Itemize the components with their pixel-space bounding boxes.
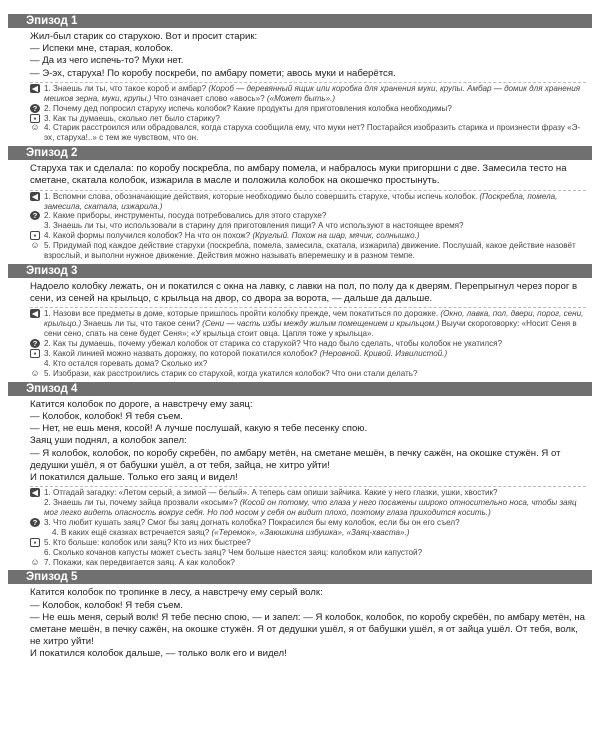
story-text	[30, 281, 586, 305]
story-paragraph: Старуха так и сделала: по коробу поскребла, по амбару помела, и набралось муки пригоршни с две. Замесила тесто на сметане, скатала колобок, изжарила в масле и положила колобок на окошечко простынуть.	[30, 163, 567, 187]
story-paragraph: И покатился колобок дальше, — только волк его и видел!	[30, 648, 287, 660]
story-paragraph: Надоело колобку лежать, он и покатился с окна на лавку, с лавки на пол, по полу да к дверям. Перепрыгнул через порог в сени, из сеней на крыльцо, с крыльца на двор, со двора за ворота, — дальше да дальше.	[30, 281, 578, 305]
task-text: («Теремок», «Заюшкина избушка», «Заяц-хваста».)	[211, 527, 410, 537]
task-smile-icon: ☺	[30, 367, 40, 378]
task-text: 2. Почему дед попросил старуху испечь колобок? Какие продукты для приготовления колобка необходимы?	[44, 103, 452, 113]
story-paragraph: И покатился дальше. Только его заяц и видел!	[30, 471, 238, 483]
task-question-icon: ?	[30, 339, 40, 348]
task-item	[30, 241, 586, 261]
task-speaker-icon: ◀	[30, 84, 40, 93]
task-item	[30, 498, 586, 518]
task-text: 6. Сколько кочанов капусты может съесть заяц? Чем больше наестся заяц: колобком или капустой?	[44, 547, 423, 557]
task-smile-icon: ☺	[30, 556, 40, 567]
task-text: 5. Придумай под каждое действие старухи (поскребла, помела, замесила, скатала, изжарила) движение. Послушай, какое действие назовёт взрослый, и выполни нужное движение. Действия можно называть вперемешку и в разном темпе.	[44, 241, 576, 261]
page	[8, 0, 592, 661]
task-text: Что означает слово «авось»?	[153, 93, 267, 103]
task-blank-icon	[30, 359, 40, 368]
task-text: 4. Старик расстроился или обрадовался, когда старуха сообщила ему, что муки нет? Постарайся изобразить старика и произнести фразу «Э-эх, старуха!..» с тем же чувством, что он.	[44, 123, 581, 143]
episode-heading: Эпизод 2	[8, 146, 592, 160]
task-text: 5. Кто больше: колобок или заяц? Кто из них быстрее?	[44, 537, 251, 547]
story-paragraph: Заяц уши поднял, а колобок запел:	[30, 435, 187, 447]
task-blank-icon	[30, 221, 40, 230]
story-text	[30, 31, 586, 80]
task-question-icon: ?	[30, 211, 40, 220]
task-text: (Поскребла, помела, замесила, скатала, изжарила.)	[44, 191, 558, 211]
task-item	[30, 548, 586, 558]
story-paragraph: — Э-эх, старуха! По коробу поскреби, по амбару помети; авось муки и наберётся.	[30, 67, 396, 79]
task-text: 1. Вспомни слова, обозначающие действия, которые необходимо было совершить старухе, чтобы испечь колобок.	[44, 191, 480, 201]
task-text: (Неровной. Кривой. Извилистой.)	[319, 349, 448, 359]
episode-heading: Эпизод 4	[8, 382, 592, 396]
episode-heading: Эпизод 3	[8, 264, 592, 278]
task-text: (Окно, лавка, пол, двери, порог, сени, крыльцо.)	[44, 309, 584, 329]
task-text: 5. Изобрази, как расстроились старик со старухой, когда укатился колобок? Что они стали делать?	[44, 368, 418, 378]
task-item	[30, 538, 586, 548]
task-item	[30, 192, 586, 212]
task-text: 3. Что любит кушать заяц? Смог бы заяц догнать колобка? Покрасился бы ему колобок, если бы он его съел?	[44, 517, 460, 527]
task-smile-icon: ☺	[30, 122, 40, 133]
task-text: 1. Знаешь ли ты, что такое короб и амбар?	[44, 83, 209, 93]
task-question-icon: ?	[30, 104, 40, 113]
task-speaker-icon: ◀	[30, 488, 40, 497]
story-paragraph: — Колобок, колобок! Я тебя съем.	[30, 410, 183, 422]
task-text: 4. В каких ещё сказках встречается заяц?	[52, 527, 212, 537]
story-paragraph: Катится колобок по тропинке в лесу, а навстречу ему серый волк:	[30, 587, 323, 599]
task-text: 2. Как ты думаешь, почему убежал колобок от старика со старухой? Что надо было сделать, чтобы колобок не укатился?	[44, 339, 503, 349]
story-text	[30, 399, 586, 484]
task-item	[30, 104, 586, 114]
task-text: 4. Кто остался горевать дома? Сколько их?	[44, 358, 208, 368]
task-item	[30, 84, 586, 104]
task-text: 3. Знаешь ли ты, что использовали в старину для приготовления пищи? А что используют в настоящее время?	[44, 221, 464, 231]
task-item	[30, 231, 586, 241]
task-text: (Круглый. Похож на шар, мячик, солнышко.)	[252, 231, 420, 241]
story-paragraph: — Я колобок, колобок, по коробу скребён, по амбару метён, на сметане мешён, в печку сажён, на окошке стужён. Я от дедушки ушёл, я от бабушки ушёл, а от тебя, зайца, не хитро уйти!	[30, 447, 561, 471]
task-list	[30, 307, 586, 378]
task-item	[30, 369, 586, 379]
task-text: Знаешь ли ты, что такое сени?	[83, 319, 203, 329]
episode-heading: Эпизод 5	[8, 570, 592, 584]
task-list	[30, 486, 586, 567]
task-text: (Косой он потому, что глаза у него посажены широко относительно носа, чтобы заяц мог легко видеть опасность вокруг себя. Но под носом у себя он видит плохо, поэтому глаза приходится косить.)	[44, 498, 577, 517]
task-item	[30, 211, 586, 221]
task-text: 1. Отгадай загадку: «Летом серый, а зимой — белый». А теперь сам опиши зайчика. Какие у него глазки, ушки, хвостик?	[44, 488, 498, 498]
task-text: («Может быть».)	[266, 93, 336, 103]
task-item	[30, 114, 586, 124]
episode-section	[8, 382, 592, 568]
task-text: (Короб — деревянный ящик или коробка для хранения муки, крупы. Амбар — домик для хранения мешков зерна, муки, крупы.)	[44, 83, 581, 103]
task-item	[30, 528, 586, 538]
task-text: 3. Как ты думаешь, сколько лет было старику?	[44, 113, 220, 123]
task-text: (Сени — часть избы между жилым помещением и крыльцом.)	[202, 319, 442, 329]
story-paragraph: — Не ешь меня, серый волк! Я тебе песню спою, — и запел: — Я колобок, колобок, по коробу скребён, по амбару метён, на сметане мешён, в печку сажён, на окошке стужён. Я от дедушки ушёл, я от бабушки ушёл, я от зайца ушёл. От тебя, волк, не хитро уйти!	[30, 611, 585, 648]
task-item	[30, 339, 586, 349]
story-paragraph: Жил-был старик со старухою. Вот и просит старик:	[30, 31, 258, 42]
story-text	[30, 163, 586, 187]
task-square-icon: ▪	[30, 114, 40, 123]
task-item	[30, 518, 586, 528]
task-item	[30, 309, 586, 339]
episode-section	[8, 570, 592, 660]
task-square-icon: ▪	[30, 349, 40, 358]
task-blank-icon	[30, 548, 40, 557]
episode-section	[8, 264, 592, 379]
task-speaker-icon: ◀	[30, 309, 40, 318]
task-list	[30, 82, 586, 143]
episode-heading: Эпизод 1	[8, 14, 592, 28]
task-text: 7. Покажи, как передвигается заяц. А как колобок?	[44, 557, 235, 567]
task-question-icon: ?	[30, 518, 40, 527]
task-item	[30, 123, 586, 143]
task-text: 2. Знаешь ли ты, почему зайца прозвали «косым»?	[44, 498, 240, 508]
task-text: 4. Какой формы получился колобок? На что он похож?	[44, 231, 253, 241]
task-text: 3. Какой линией можно назвать дорожку, по которой покатился колобок?	[44, 349, 320, 359]
task-item	[30, 221, 586, 231]
story-paragraph: — Колобок, колобок! Я тебя съем.	[30, 599, 183, 611]
story-text	[30, 587, 586, 660]
task-square-icon: ▪	[30, 231, 40, 240]
task-item	[30, 359, 586, 369]
task-square-icon: ▪	[30, 538, 40, 547]
task-item	[30, 488, 586, 498]
task-item	[30, 349, 586, 359]
episode-section	[8, 14, 592, 143]
story-paragraph: Катится колобок по дороге, а навстречу ему заяц:	[30, 398, 253, 410]
story-paragraph: — Испеки мне, старая, колобок.	[30, 43, 174, 55]
task-smile-icon: ☺	[30, 240, 40, 251]
task-speaker-icon: ◀	[30, 192, 40, 201]
story-paragraph: — Да из чего испечь-то? Муки нет.	[30, 55, 184, 67]
task-text: 1. Назови все предметы в доме, которые пришлось пройти колобку прежде, чем покатиться по дорожке.	[44, 309, 441, 319]
episode-section	[8, 146, 592, 261]
task-item	[30, 558, 586, 568]
task-text: Выучи скороговорку: «Носит Сеня в сени сено, спать на сене будет Сеня»; «У крыльца стоит овца. Цапля тоже у крыльца».	[44, 319, 577, 339]
task-text: 2. Какие приборы, инструменты, посуда потребовались для этого старухе?	[44, 211, 327, 221]
story-paragraph: — Нет, не ешь меня, косой! А лучше послушай, какую я тебе песенку спою.	[30, 423, 368, 435]
task-blank-icon	[30, 498, 40, 507]
task-list	[30, 190, 586, 261]
